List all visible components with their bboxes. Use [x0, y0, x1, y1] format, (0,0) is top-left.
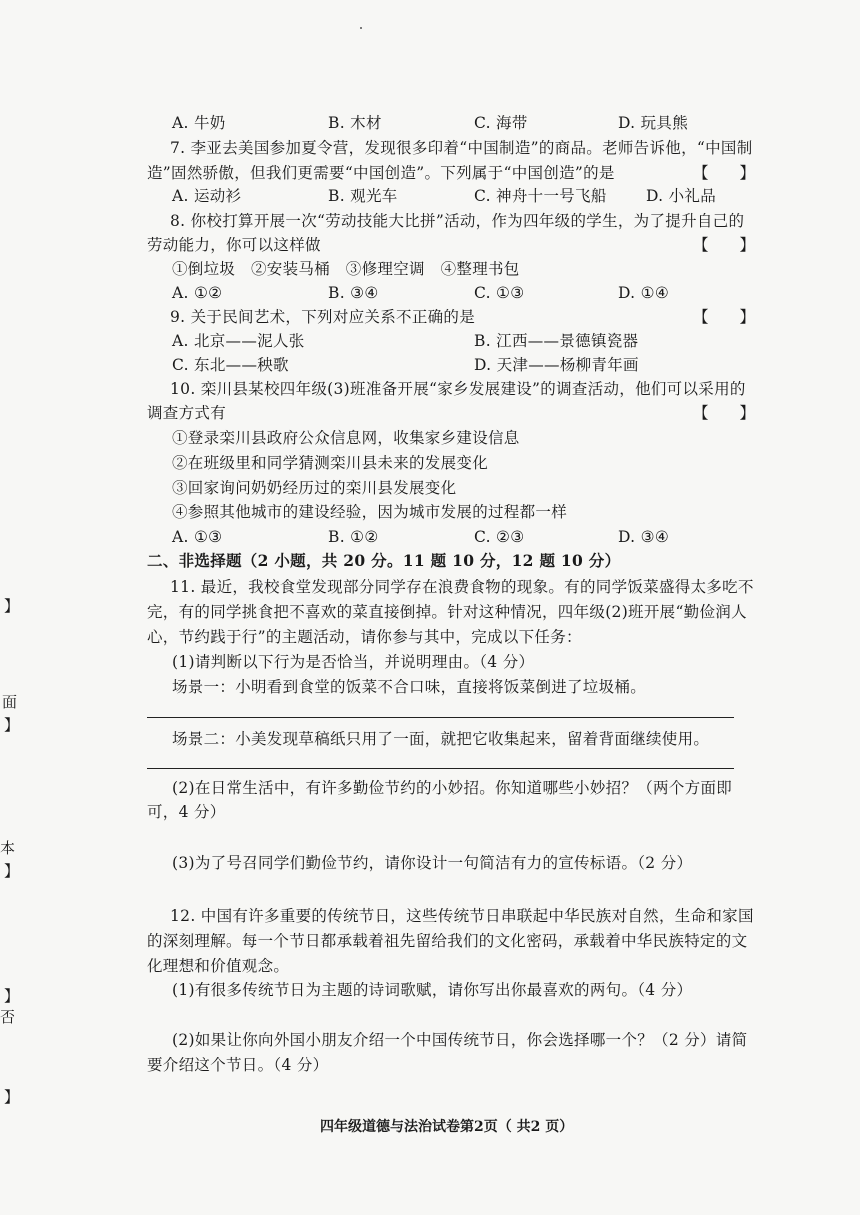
q7-option-b: B. 观光车 — [328, 187, 398, 205]
q6-option-b: B. 木材 — [328, 114, 382, 132]
q8-items: ①倒垃圾 ②安装马桶 ③修理空调 ④整理书包 — [172, 260, 520, 278]
q8-stem-line1: 8. 你校打算开展一次“劳动技能大比拼”活动，作为四年级的学生，为了提升自己的 — [170, 212, 745, 230]
q10-option-a: A. ①③ — [172, 528, 223, 546]
q12-stem-line2: 的深刻理解。每一个节日都承载着祖先留给我们的文化密码，承载着中华民族特定的文 — [147, 932, 748, 950]
answer-line-1 — [147, 717, 734, 718]
margin-mark: 】 — [4, 862, 20, 880]
q9-answer-bracket: 【 】 — [693, 308, 756, 326]
q10-option-d: D. ③④ — [618, 528, 670, 546]
q10-answer-bracket: 【 】 — [693, 404, 756, 422]
q11-scene1: 场景一：小明看到食堂的饭菜不合口味，直接将饭菜倒进了垃圾桶。 — [172, 678, 647, 696]
margin-mark: 否 — [0, 1008, 16, 1026]
margin-mark: 】 — [4, 987, 20, 1005]
scan-dot — [360, 27, 362, 29]
q10-item-4: ④参照其他城市的建设经验，因为城市发展的过程都一样 — [172, 503, 568, 521]
q11-part2-line2: 可，4 分） — [147, 803, 226, 821]
q11-stem-line1: 11. 最近，我校食堂发现部分同学存在浪费食物的现象。有的同学饭菜盛得太多吃不 — [170, 578, 754, 596]
q10-item-1: ①登录栾川县政府公众信息网，收集家乡建设信息 — [172, 429, 520, 447]
q11-stem-line3: 心，节约践于行”的主题活动，请你参与其中，完成以下任务： — [147, 628, 582, 646]
margin-mark: 本 — [0, 839, 16, 857]
q7-stem-line2: 造”固然骄傲，但我们更需要“中国创造”。下列属于“中国创造”的是 — [147, 164, 615, 182]
q7-option-d: D. 小礼品 — [646, 187, 717, 205]
q8-option-c: C. ①③ — [474, 284, 525, 302]
q12-part2-line1: (2)如果让你向外国小朋友介绍一个中国传统节日，你会选择哪一个？（2 分）请简 — [172, 1031, 748, 1049]
margin-mark: 】 — [4, 716, 20, 734]
q8-option-b: B. ③④ — [328, 284, 379, 302]
q12-stem-line1: 12. 中国有许多重要的传统节日，这些传统节日串联起中华民族对自然，生命和家国 — [170, 907, 754, 925]
q9-option-c: C. 东北——秧歌 — [172, 356, 289, 374]
q6-option-c: C. 海带 — [474, 114, 528, 132]
q6-option-d: D. 玩具熊 — [618, 114, 689, 132]
q6-option-a: A. 牛奶 — [172, 114, 226, 132]
q10-item-2: ②在班级里和同学猜测栾川县未来的发展变化 — [172, 454, 489, 472]
q9-option-d: D. 天津——杨柳青年画 — [474, 356, 639, 374]
page-footer: 四年级道德与法治试卷第2页（ 共2 页） — [320, 1119, 574, 1135]
q11-part2-line1: (2)在日常生活中，有许多勤俭节约的小妙招。你知道哪些小妙招？（两个方面即 — [172, 779, 733, 797]
q10-option-b: B. ①② — [328, 528, 379, 546]
section-heading: 二、非选择题（2 小题，共 20 分。11 题 10 分，12 题 10 分） — [147, 551, 621, 570]
q11-scene2: 场景二：小美发现草稿纸只用了一面，就把它收集起来，留着背面继续使用。 — [172, 730, 710, 748]
q10-item-3: ③回家询问奶奶经历过的栾川县发展变化 — [172, 479, 457, 497]
q7-answer-bracket: 【 】 — [693, 164, 756, 182]
margin-mark: 面 — [2, 693, 18, 711]
q7-stem-line1: 7. 李亚去美国参加夏令营，发现很多印着“中国制造”的商品。老师告诉他，“中国制 — [170, 139, 753, 157]
q10-stem-line2: 调查方式有 — [147, 404, 227, 422]
q8-answer-bracket: 【 】 — [693, 236, 756, 254]
q10-option-c: C. ②③ — [474, 528, 525, 546]
q8-option-a: A. ①② — [172, 284, 223, 302]
margin-mark: 】 — [4, 597, 20, 615]
q11-part1: (1)请判断以下行为是否恰当，并说明理由。（4 分） — [172, 653, 535, 671]
q12-stem-line3: 化理想和价值观念。 — [147, 957, 290, 975]
q8-option-d: D. ①④ — [618, 284, 670, 302]
q9-option-a: A. 北京——泥人张 — [172, 332, 305, 350]
q7-option-c: C. 神舟十一号飞船 — [474, 187, 607, 205]
q7-option-a: A. 运动衫 — [172, 187, 242, 205]
q9-option-b: B. 江西——景德镇瓷器 — [474, 332, 639, 350]
q10-stem-line1: 10. 栾川县某校四年级(3)班准备开展“家乡发展建设”的调查活动，他们可以采用的 — [170, 380, 746, 398]
q8-stem-line2: 劳动能力，你可以这样做 — [147, 236, 321, 254]
margin-mark: 】 — [4, 1088, 20, 1106]
q12-part2-line2: 要介绍这个节日。（4 分） — [147, 1056, 329, 1074]
q12-part1: (1)有很多传统节日为主题的诗词歌赋，请你写出你最喜欢的两句。（4 分） — [172, 981, 693, 999]
answer-line-2 — [147, 768, 734, 769]
q11-stem-line2: 完，有的同学挑食把不喜欢的菜直接倒掉。针对这种情况，四年级(2)班开展“勤俭润人 — [147, 603, 747, 621]
q9-stem: 9. 关于民间艺术，下列对应关系不正确的是 — [170, 308, 476, 326]
q11-part3: (3)为了号召同学们勤俭节约，请你设计一句简洁有力的宣传标语。（2 分） — [172, 854, 693, 872]
